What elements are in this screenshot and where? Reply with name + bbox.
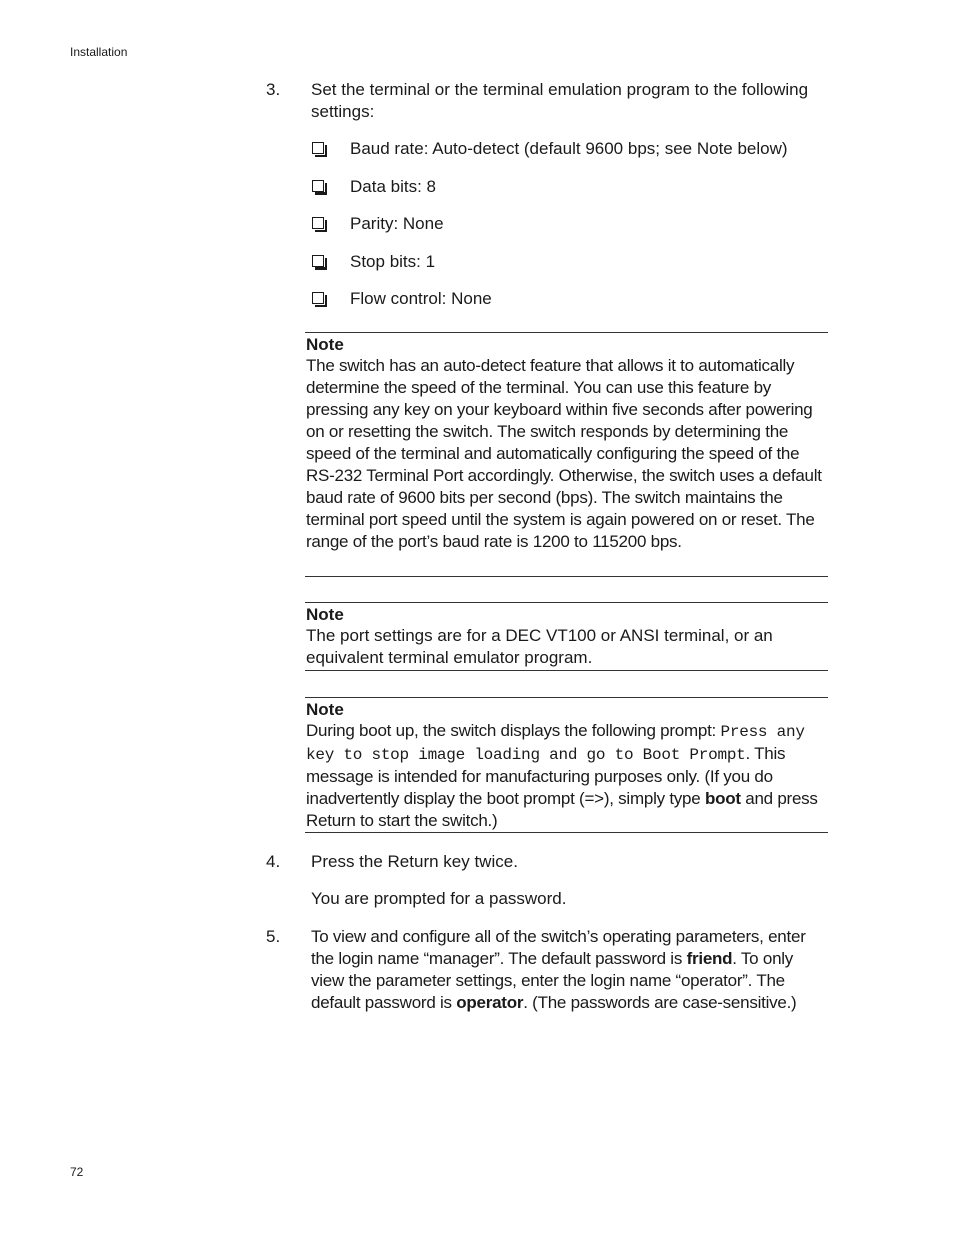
checkbox-bullet-icon [312,217,324,229]
note-text: During boot up, the switch displays the following prompt: [306,721,721,740]
operator-password: operator [456,993,524,1012]
setting-label: Parity: None [350,214,444,233]
setting-label: Stop bits: 1 [350,251,436,271]
note-title: Note [306,335,344,354]
list-item [311,176,831,198]
note-body: The port settings are for a DEC VT100 or ANSI terminal, or an equivalent terminal emulator program. [306,626,773,667]
step-result: You are prompted for a password. [311,889,567,908]
note-text: and press Return to start the switch.) [306,789,818,830]
setting-label: Data bits: 8 [350,176,436,196]
checkbox-bullet-icon [312,292,324,304]
step-text-part: . To only view the parameter settings, enter the login name “operator”. The default password is [311,949,794,1012]
note-body: The switch has an auto-detect feature that allows it to automatically determine the speed of the terminal. You can use this feature by pressing any key on your keyboard within five seconds after powering on or resetting the switch. The switch responds by determining the speed of the terminal and automatically configuring the speed of the RS-232 Terminal Port accordingly. Otherwise, the switch uses a default baud rate of 9600 bits per second (bps). The switch maintains the terminal port speed until the system is again powered on or reset. The range of the port’s baud rate is 1200 to 115200 bps. [306,356,822,551]
note-body [306,720,828,832]
page-number: 72 [70,1165,84,1179]
list-item [311,138,831,160]
step-text: Press the Return key twice. [311,852,518,871]
note-boot-prompt [305,697,828,833]
boot-prompt-text: Press any key to stop image loading and go to Boot Prompt [306,723,805,764]
list-item [311,288,831,310]
running-header: Installation [70,45,128,59]
note-title: Note [306,605,344,624]
terminal-settings-list [311,138,831,326]
step-number: 3. [266,80,281,99]
step-4 [266,851,828,910]
step-text: Set the terminal or the terminal emulation program to the following settings: [311,80,809,121]
note-auto-detect [305,332,828,577]
setting-label: Baud rate: Auto-detect (default 9600 bps; see Note below) [350,139,788,158]
step-text-part: . (The passwords are case-sensitive.) [523,993,797,1012]
list-item [311,213,831,235]
note-title: Note [306,700,344,719]
step-text-part: To view and configure all of the switch’s operating parameters, enter the login name “manager”. The default password is [311,927,806,968]
step-text [311,926,828,1014]
step-number: 5. [266,927,281,946]
list-item [311,251,831,273]
note-text: . This message is intended for manufacturing purposes only. (If you do inadvertently display the boot prompt (=>), simply type [306,744,786,808]
checkbox-bullet-icon [312,180,324,192]
step-5 [266,926,828,1014]
step-3 [266,79,828,123]
checkbox-bullet-icon [312,255,324,267]
step-number: 4. [266,852,281,871]
manager-password: friend [686,949,733,968]
checkbox-bullet-icon [312,142,324,154]
note-port-settings [305,602,828,671]
setting-label: Flow control: None [350,289,492,308]
boot-command: boot [704,789,741,808]
